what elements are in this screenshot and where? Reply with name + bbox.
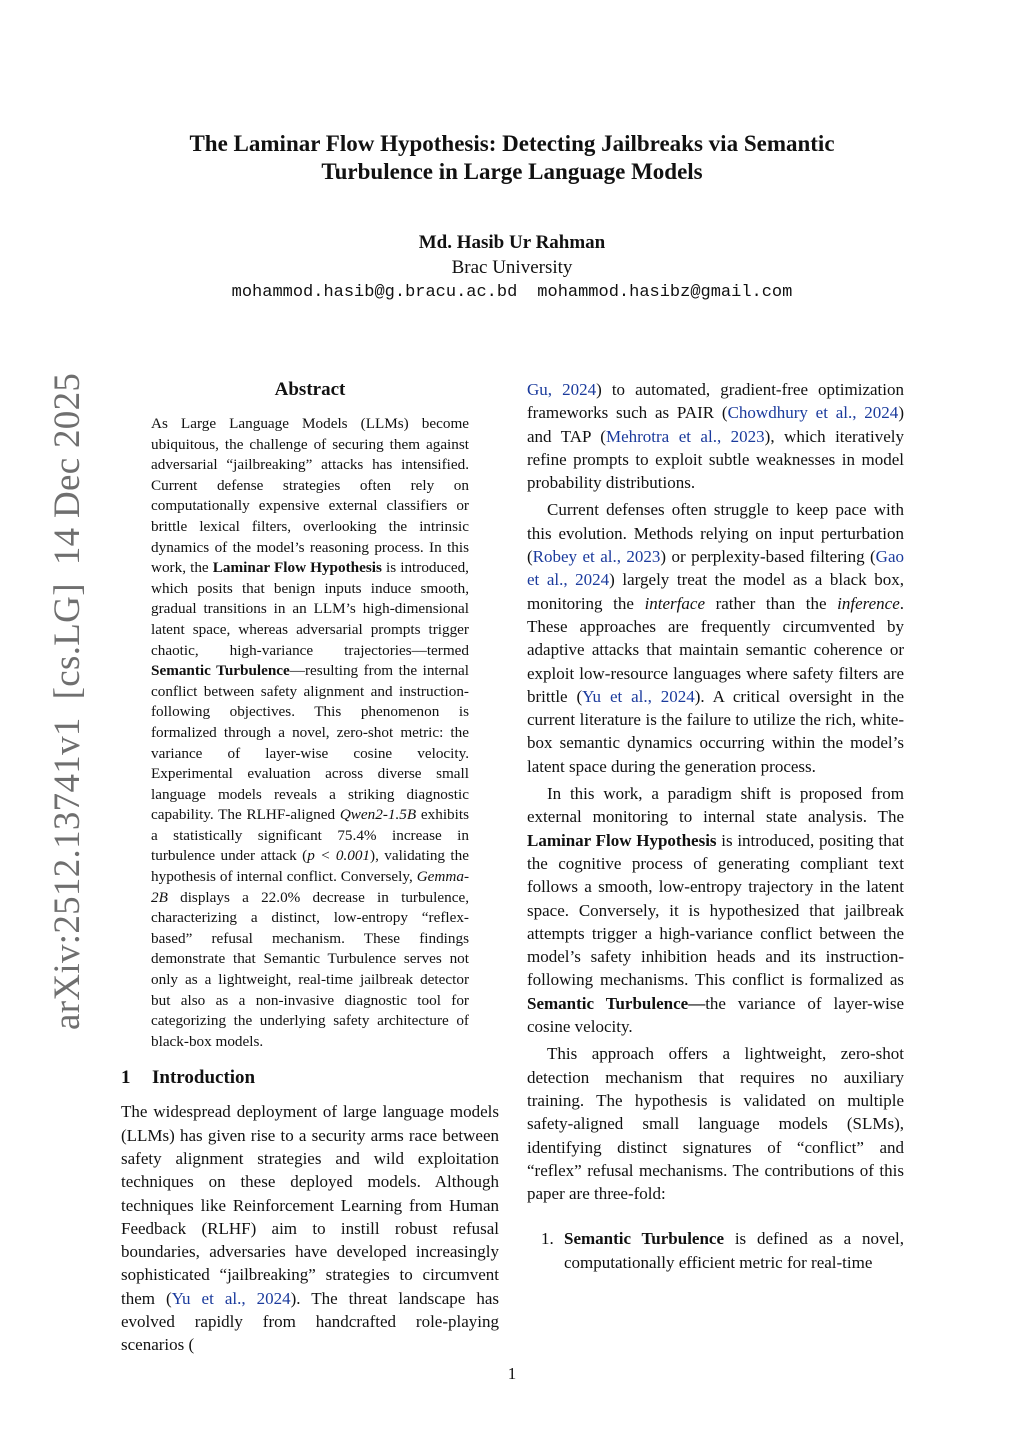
- intro-paragraph-4: This approach offers a lightweight, zero-shot detection mechanism that requires no auxiliary training. The hypothesis is validated on multiple safety-aligned small language models (SLMs), identifying distinct signatures of “conflict” and “reflex” refusal mechanisms. The contributions of this paper are three-fold:: [527, 1044, 904, 1204]
- laminar-flow-term: Laminar Flow Hypothesis: [212, 559, 382, 577]
- author-name: Md. Hasib Ur Rahman: [418, 232, 606, 253]
- abstract-body: As Large Language Models (LLMs) become ubiquitous, the challenge of securing them against adversarial “jailbreaking” attacks has intensified. Current defense strategies often rely on computationally expensive external classifiers or brittle lexical filters, overlooking the intrinsic dynamics of the model’s reasoning process. In this work, the Laminar Flow Hypothesis is introduced, which posits that benign inputs induce smooth, gradual transitions in an LLM’s high-dimensional latent space, whereas adversarial prompts trigger chaotic, high-variance trajectories—termed Semantic Turbulence—resulting from the internal conflict between safety alignment and instruction-following objectives. This phenomenon is formalized through a novel, zero-shot metric: the variance of layer-wise cosine velocity. Experimental evaluation across diverse small language models reveals a striking diagnostic capability. The RLHF-aligned Qwen2-1.5B exhibits a statistically significant 75.4% increase in turbulence under attack (p < 0.001), validating the hypothesis of internal conflict. Conversely, Gemma-2B displays a 22.0% decrease in turbulence, characterizing a distinct, low-entropy “reflex-based” refusal mechanism. These findings demonstrate that Semantic Turbulence serves not only as a lightweight, real-time jailbreak detector but also as a non-invasive diagnostic tool for categorizing the underlying safety architecture of black-box models.: [151, 415, 469, 1050]
- intro-paragraph-2: Current defenses often struggle to keep pace with this evolution. Methods relying on input perturbation (Robey et al., 2023) or perplexity-based filtering (Gao et al., 2024) largely treat the model as a black box, monitoring the interface rather than the inference. These approaches are frequently circumvented by adaptive attacks that maintain semantic coherence or exploit low-resource languages where safety filters are brittle (Yu et al., 2024). A critical oversight in the current literature is the failure to utilize the rich, white-box semantic dynamics occurring within the model’s latent space during the generation process.: [527, 500, 904, 776]
- intro-paragraph-1-cont: Gu, 2024) to automated, gradient-free optimization frameworks such as PAIR (Chowdhury et al., 2024) and TAP (Mehrotra et al., 2023), which iteratively refine prompts to exploit subtle weaknesses in model probability distributions.: [527, 380, 904, 493]
- citation-link[interactable]: Robey et al., 2023: [532, 547, 661, 567]
- email-secondary: mohammod.hasibz@gmail.com: [537, 283, 793, 302]
- contribution-text: Semantic Turbulence is defined as a novel, computationally efficient metric for real-time: [564, 1229, 904, 1272]
- affiliation: Brac University: [451, 257, 573, 278]
- citation-link[interactable]: Yu et al., 2024: [171, 1288, 291, 1308]
- section-title: Introduction: [152, 1067, 256, 1089]
- model-gemma: Gemma-2B: [151, 868, 469, 906]
- citation-link[interactable]: Mehrotra et al., 2023: [605, 426, 765, 446]
- author-block: [120, 230, 904, 305]
- list-marker: 1.: [541, 1229, 554, 1249]
- abstract-heading: Abstract: [274, 379, 346, 400]
- title-line-2: Turbulence in Large Language Models: [321, 159, 703, 184]
- citation-link[interactable]: Gu, 2024: [527, 380, 597, 399]
- intro-paragraph-3: In this work, a paradigm shift is proposed from external monitoring to internal state analysis. The Laminar Flow Hypothesis is introduced, positing that the cognitive process of generating compliant text follows a smooth, low-entropy trajectory in the latent space. Conversely, it is hypothesized that jailbreak attempts trigger a high-variance conflict between the model’s safety inhibition heads and its instruction-following mechanisms. This conflict is formalized as Semantic Turbulence—the variance of layer-wise cosine velocity.: [527, 784, 905, 1037]
- right-column: [527, 378, 904, 1274]
- citation-link[interactable]: Chowdhury et al., 2024: [727, 403, 899, 423]
- arxiv-id: arXiv:2512.13741v1: [47, 717, 88, 1030]
- p-value: p < 0.001: [307, 847, 371, 865]
- contributions-list: [527, 1227, 904, 1274]
- semantic-turbulence-term: Semantic Turbulence: [151, 662, 290, 680]
- list-item: [527, 1227, 904, 1274]
- arxiv-category: [cs.LG]: [47, 583, 88, 700]
- title-line-1: The Laminar Flow Hypothesis: Detecting Jailbreaks via Semantic: [189, 131, 835, 156]
- section-heading-introduction: [121, 1066, 499, 1090]
- model-qwen: Qwen2-1.5B: [339, 806, 417, 824]
- citation-link[interactable]: Gao et al., 2024: [527, 547, 904, 590]
- section-number: 1: [121, 1067, 131, 1089]
- intro-paragraph-1: The widespread deployment of large language models (LLMs) has given rise to a security arms race between safety alignment strategies and wild exploitation techniques on these deployed models. Although techniques like Reinforcement Learning from Human Feedback (RLHF) aim to instill robust refusal boundaries, adversaries have developed increasingly sophisticated “jailbreaking” strategies to circumvent them (Yu et al., 2024). The threat landscape has evolved rapidly from handcrafted role-playing scenarios (: [121, 1102, 499, 1355]
- paper-title: [120, 130, 904, 186]
- arxiv-stamp: [46, 355, 89, 1030]
- arxiv-date: 14 Dec 2025: [47, 372, 88, 566]
- page-number: 1: [507, 1364, 517, 1383]
- left-column: [121, 378, 499, 1357]
- email-primary: mohammod.hasib@g.bracu.ac.bd: [231, 283, 518, 302]
- emails: [120, 280, 904, 305]
- citation-link[interactable]: Yu et al., 2024: [582, 686, 695, 706]
